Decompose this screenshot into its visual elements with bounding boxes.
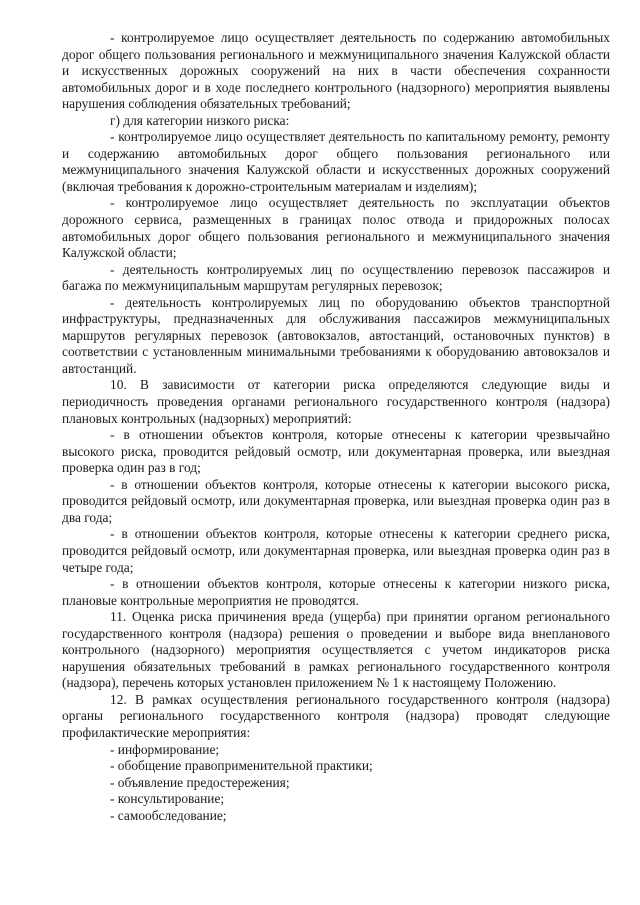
paragraph-low-risk-infrastructure: - деятельность контролируемых лиц по оборудованию объектов транспортной инфраструктуры, предназначенных для обслуживания пассажиров межмуниципальных маршрутов регулярных перевозок (автовокзалов, автостанций, остановочных пунктов) в соответствии с установленным минимальными требованиями к оборудованию автовокзалов и автостанций.	[62, 294, 610, 376]
paragraph-high-risk: - в отношении объектов контроля, которые отнесены к категории высокого риска, проводится рейдовый осмотр, или документарная проверка, или выездная проверка один раз в два года;	[62, 476, 610, 525]
list-item-practice-generalization: - обобщение правоприменительной практики;	[110, 758, 373, 774]
paragraph-road-maintenance-violations: - контролируемое лицо осуществляет деятельность по содержанию автомобильных дорог общего пользования регионального и межмуниципального значения Калужской области и искусственных дорожных сооружений на них в части обеспечения сохранности автомобильных дорог и в ходе последнего контрольного (надзорного) мероприятия выявлены нарушения соблюдения обязательных требований;	[62, 30, 610, 112]
paragraph-low-risk-passenger-transport: - деятельность контролируемых лиц по осуществлению перевозок пассажиров и багажа по межмуниципальным маршрутам регулярных перевозок;	[62, 261, 610, 294]
list-item-warning: - объявление предостережения;	[110, 774, 290, 790]
paragraph-low-risk-heading: г) для категории низкого риска:	[110, 112, 290, 128]
list-item-informing: - информирование;	[110, 741, 220, 757]
paragraph-clause-10: 10. В зависимости от категории риска определяются следующие виды и периодичность проведения органами регионального государственного контроля (надзора) плановых контрольных (надзорных) мероприятий:	[62, 377, 610, 426]
paragraph-medium-risk: - в отношении объектов контроля, которые отнесены к категории среднего риска, проводится рейдовый осмотр, или документарная проверка, или выездная проверка один раз в четыре года;	[62, 526, 610, 575]
paragraph-low-risk-repair: - контролируемое лицо осуществляет деятельность по капитальному ремонту, ремонту и содержанию автомобильных дорог общего пользования регионального или межмуниципального значения Калужской области и искусственных дорожных сооружений (включая требования к дорожно-строительным материалам и изделиям);	[62, 129, 610, 194]
paragraph-clause-11: 11. Оценка риска причинения вреда (ущерба) при принятии органом регионального государственного контроля (надзора) решения о проведении и выборе вида внепланового контрольного (надзорного) мероприятия осуществляется с учетом индикаторов риска нарушения обязательных требований в рамках регионального государственного контроля (надзора), перечень которых установлен приложением № 1 к настоящему Положению.	[62, 609, 610, 691]
paragraph-low-risk-road-service: - контролируемое лицо осуществляет деятельность по эксплуатации объектов дорожного сервиса, размещенных в границах полос отвода и придорожных полосах автомобильных дорог общего пользования регионального и межмуниципального значения Калужской области;	[62, 195, 610, 261]
paragraph-clause-12: 12. В рамках осуществления регионального государственного контроля (надзора) органы регионального государственного контроля (надзора) проводят следующие профилактические мероприятия:	[62, 691, 610, 740]
paragraph-low-risk: - в отношении объектов контроля, которые отнесены к категории низкого риска, плановые контрольные мероприятия не проводятся.	[62, 576, 610, 608]
list-item-consulting: - консультирование;	[110, 791, 225, 807]
paragraph-extremely-high-risk: - в отношении объектов контроля, которые отнесены к категории чрезвычайно высокого риска, проводится рейдовый осмотр, или документарная проверка, или выездная проверка один раз в год;	[62, 427, 610, 476]
document-page	[62, 30, 610, 824]
list-item-self-inspection: - самообследование;	[110, 807, 227, 823]
